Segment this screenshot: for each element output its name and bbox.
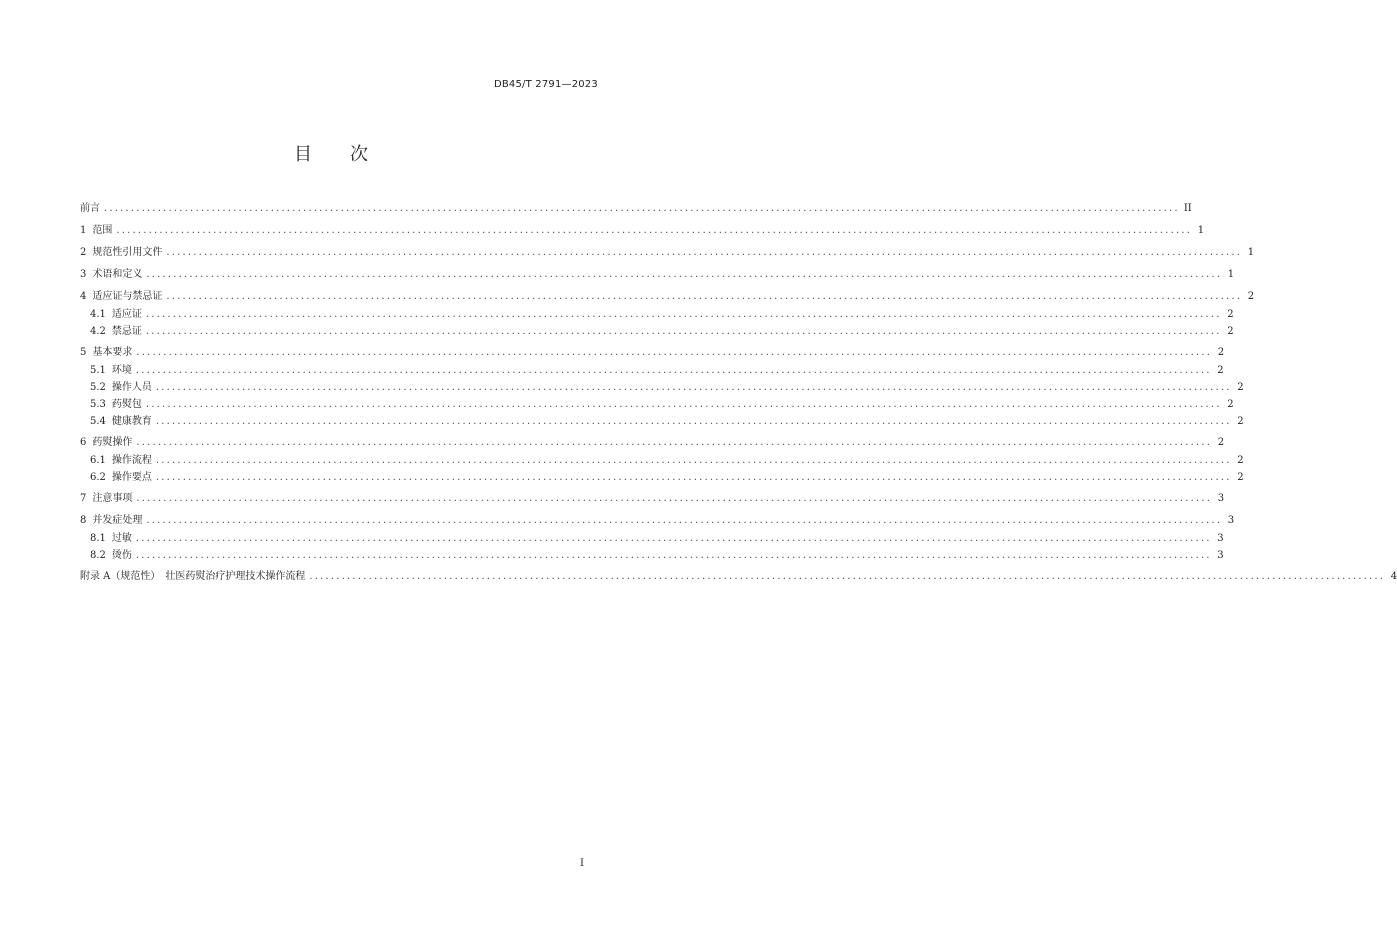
toc-entry[interactable] xyxy=(80,323,1234,340)
toc-entry[interactable] xyxy=(80,512,1235,530)
toc-title-part2: 次 xyxy=(350,144,368,165)
toc-entry-number: 2 xyxy=(80,247,87,258)
toc-leader-dots: ........................................................................................................................................................................................................ xyxy=(309,571,1386,582)
toc-entry-label: 适应证与禁忌证 xyxy=(92,291,163,302)
toc-entry-page: 3 xyxy=(1217,493,1225,504)
toc-leader-dots: ........................................................................................................................................................................................................ xyxy=(145,399,1222,410)
toc-entry-label: 操作人员 xyxy=(111,382,152,393)
toc-entry[interactable] xyxy=(80,434,1225,452)
page-number: I xyxy=(580,858,584,869)
toc-entry-label: 环境 xyxy=(111,365,132,376)
toc-entry-number: 6.1 xyxy=(90,455,106,466)
toc-entry-page: 2 xyxy=(1237,382,1244,393)
toc-leader-dots: ........................................................................................................................................................................................................ xyxy=(155,472,1232,483)
toc-entry-label: 禁忌证 xyxy=(111,326,142,337)
toc-entry-number: 8.1 xyxy=(90,533,106,544)
toc-entry-label: 范围 xyxy=(92,225,113,236)
toc-entry-page: 1 xyxy=(1247,247,1255,258)
toc-entry-label: 适应证 xyxy=(111,309,142,320)
toc-entry-number: 6 xyxy=(80,437,87,448)
toc-entry[interactable] xyxy=(80,244,1255,262)
toc-entry[interactable] xyxy=(80,362,1224,379)
toc-entry-page: 2 xyxy=(1217,437,1225,448)
toc-entry[interactable] xyxy=(80,344,1225,362)
toc-entry[interactable] xyxy=(80,469,1244,486)
toc-entry-label: 药熨包 xyxy=(111,399,142,410)
toc-entry-page: 2 xyxy=(1237,455,1244,466)
toc-entry[interactable] xyxy=(80,379,1244,396)
toc-leader-dots: ........................................................................................................................................................................................................ xyxy=(136,493,1213,504)
toc-entry-page: 3 xyxy=(1227,515,1235,526)
toc-entry-page: 2 xyxy=(1237,472,1244,483)
toc-leader-dots: ........................................................................................................................................................................................................ xyxy=(104,203,1180,214)
toc-leader-dots: ........................................................................................................................................................................................................ xyxy=(155,382,1232,393)
toc-entry-page: 2 xyxy=(1217,365,1224,376)
toc-entry-page: 2 xyxy=(1227,399,1234,410)
toc-entry-label: 附录 A（规范性） 壮医药熨治疗护理技术操作流程 xyxy=(80,571,306,582)
toc-entry-page: 1 xyxy=(1227,269,1235,280)
toc-entry-label: 并发症处理 xyxy=(92,515,143,526)
toc-entry-number: 7 xyxy=(80,493,87,504)
toc-entry[interactable] xyxy=(80,530,1224,547)
toc-entry-page: 2 xyxy=(1217,347,1225,358)
toc-title xyxy=(0,140,662,166)
toc-entry-label: 基本要求 xyxy=(92,347,133,358)
toc-leader-dots: ........................................................................................................................................................................................................ xyxy=(155,455,1232,466)
toc-entry[interactable] xyxy=(80,266,1235,284)
toc-entry-label: 操作要点 xyxy=(111,472,152,483)
toc-entry-page: 2 xyxy=(1237,416,1244,427)
toc-entry-page: 4 xyxy=(1390,571,1397,582)
toc-leader-dots: ........................................................................................................................................................................................................ xyxy=(146,269,1223,280)
toc-leader-dots: ........................................................................................................................................................................................................ xyxy=(166,247,1243,258)
toc-entry[interactable] xyxy=(80,396,1234,413)
toc-entry[interactable] xyxy=(80,490,1225,508)
toc-entry-number: 5.1 xyxy=(90,365,106,376)
toc-entry-page: 3 xyxy=(1217,550,1224,561)
toc-entry-number: 5.2 xyxy=(90,382,106,393)
toc-entry-page: 2 xyxy=(1247,291,1255,302)
toc-leader-dots: ........................................................................................................................................................................................................ xyxy=(135,365,1212,376)
toc-entry[interactable] xyxy=(80,288,1255,306)
toc-leader-dots: ........................................................................................................................................................................................................ xyxy=(136,437,1213,448)
toc-entry-number: 5 xyxy=(80,347,87,358)
toc-leader-dots: ........................................................................................................................................................................................................ xyxy=(166,291,1243,302)
toc-entry-page: II xyxy=(1183,203,1192,214)
toc-entry-label: 药熨操作 xyxy=(92,437,133,448)
toc-entry-label: 操作流程 xyxy=(111,455,152,466)
toc-entry[interactable] xyxy=(80,200,1192,218)
toc-leader-dots: ........................................................................................................................................................................................................ xyxy=(116,225,1193,236)
toc-entry-number: 5.3 xyxy=(90,399,106,410)
toc-entry[interactable] xyxy=(80,222,1205,240)
toc-entry-label: 过敏 xyxy=(111,533,132,544)
toc-entry-page: 2 xyxy=(1227,326,1234,337)
toc-entry-number: 6.2 xyxy=(90,472,106,483)
toc-entry[interactable] xyxy=(80,413,1244,430)
toc-entry-page: 2 xyxy=(1227,309,1234,320)
toc-entry-number: 1 xyxy=(80,225,87,236)
toc-entry-number: 4 xyxy=(80,291,87,302)
toc-entry-label: 健康教育 xyxy=(111,416,152,427)
toc-entry[interactable] xyxy=(80,306,1234,323)
toc-entry-label: 术语和定义 xyxy=(92,269,143,280)
toc-leader-dots: ........................................................................................................................................................................................................ xyxy=(155,416,1232,427)
toc-entry[interactable] xyxy=(80,568,1397,586)
toc-entry-page: 1 xyxy=(1197,225,1205,236)
toc-leader-dots: ........................................................................................................................................................................................................ xyxy=(135,533,1212,544)
toc-entry[interactable] xyxy=(80,547,1224,564)
table-of-contents xyxy=(80,200,1397,586)
toc-leader-dots: ........................................................................................................................................................................................................ xyxy=(135,550,1212,561)
toc-entry-number: 8 xyxy=(80,515,87,526)
toc-entry-label: 规范性引用文件 xyxy=(92,247,163,258)
toc-entry-page: 3 xyxy=(1217,533,1224,544)
document-code: DB45/T 2791—2023 xyxy=(493,79,598,90)
toc-leader-dots: ........................................................................................................................................................................................................ xyxy=(145,326,1222,337)
toc-title-part1: 目 xyxy=(294,144,312,165)
toc-entry-number: 8.2 xyxy=(90,550,106,561)
toc-entry-label: 注意事项 xyxy=(92,493,133,504)
toc-leader-dots: ........................................................................................................................................................................................................ xyxy=(146,515,1223,526)
toc-entry-number: 5.4 xyxy=(90,416,106,427)
toc-leader-dots: ........................................................................................................................................................................................................ xyxy=(136,347,1213,358)
toc-entry-label: 烫伤 xyxy=(111,550,132,561)
toc-leader-dots: ........................................................................................................................................................................................................ xyxy=(145,309,1222,320)
toc-entry-label: 前言 xyxy=(80,203,100,214)
toc-entry-number: 4.1 xyxy=(90,309,106,320)
toc-entry[interactable] xyxy=(80,452,1244,469)
toc-entry-number: 3 xyxy=(80,269,87,280)
toc-entry-number: 4.2 xyxy=(90,326,106,337)
